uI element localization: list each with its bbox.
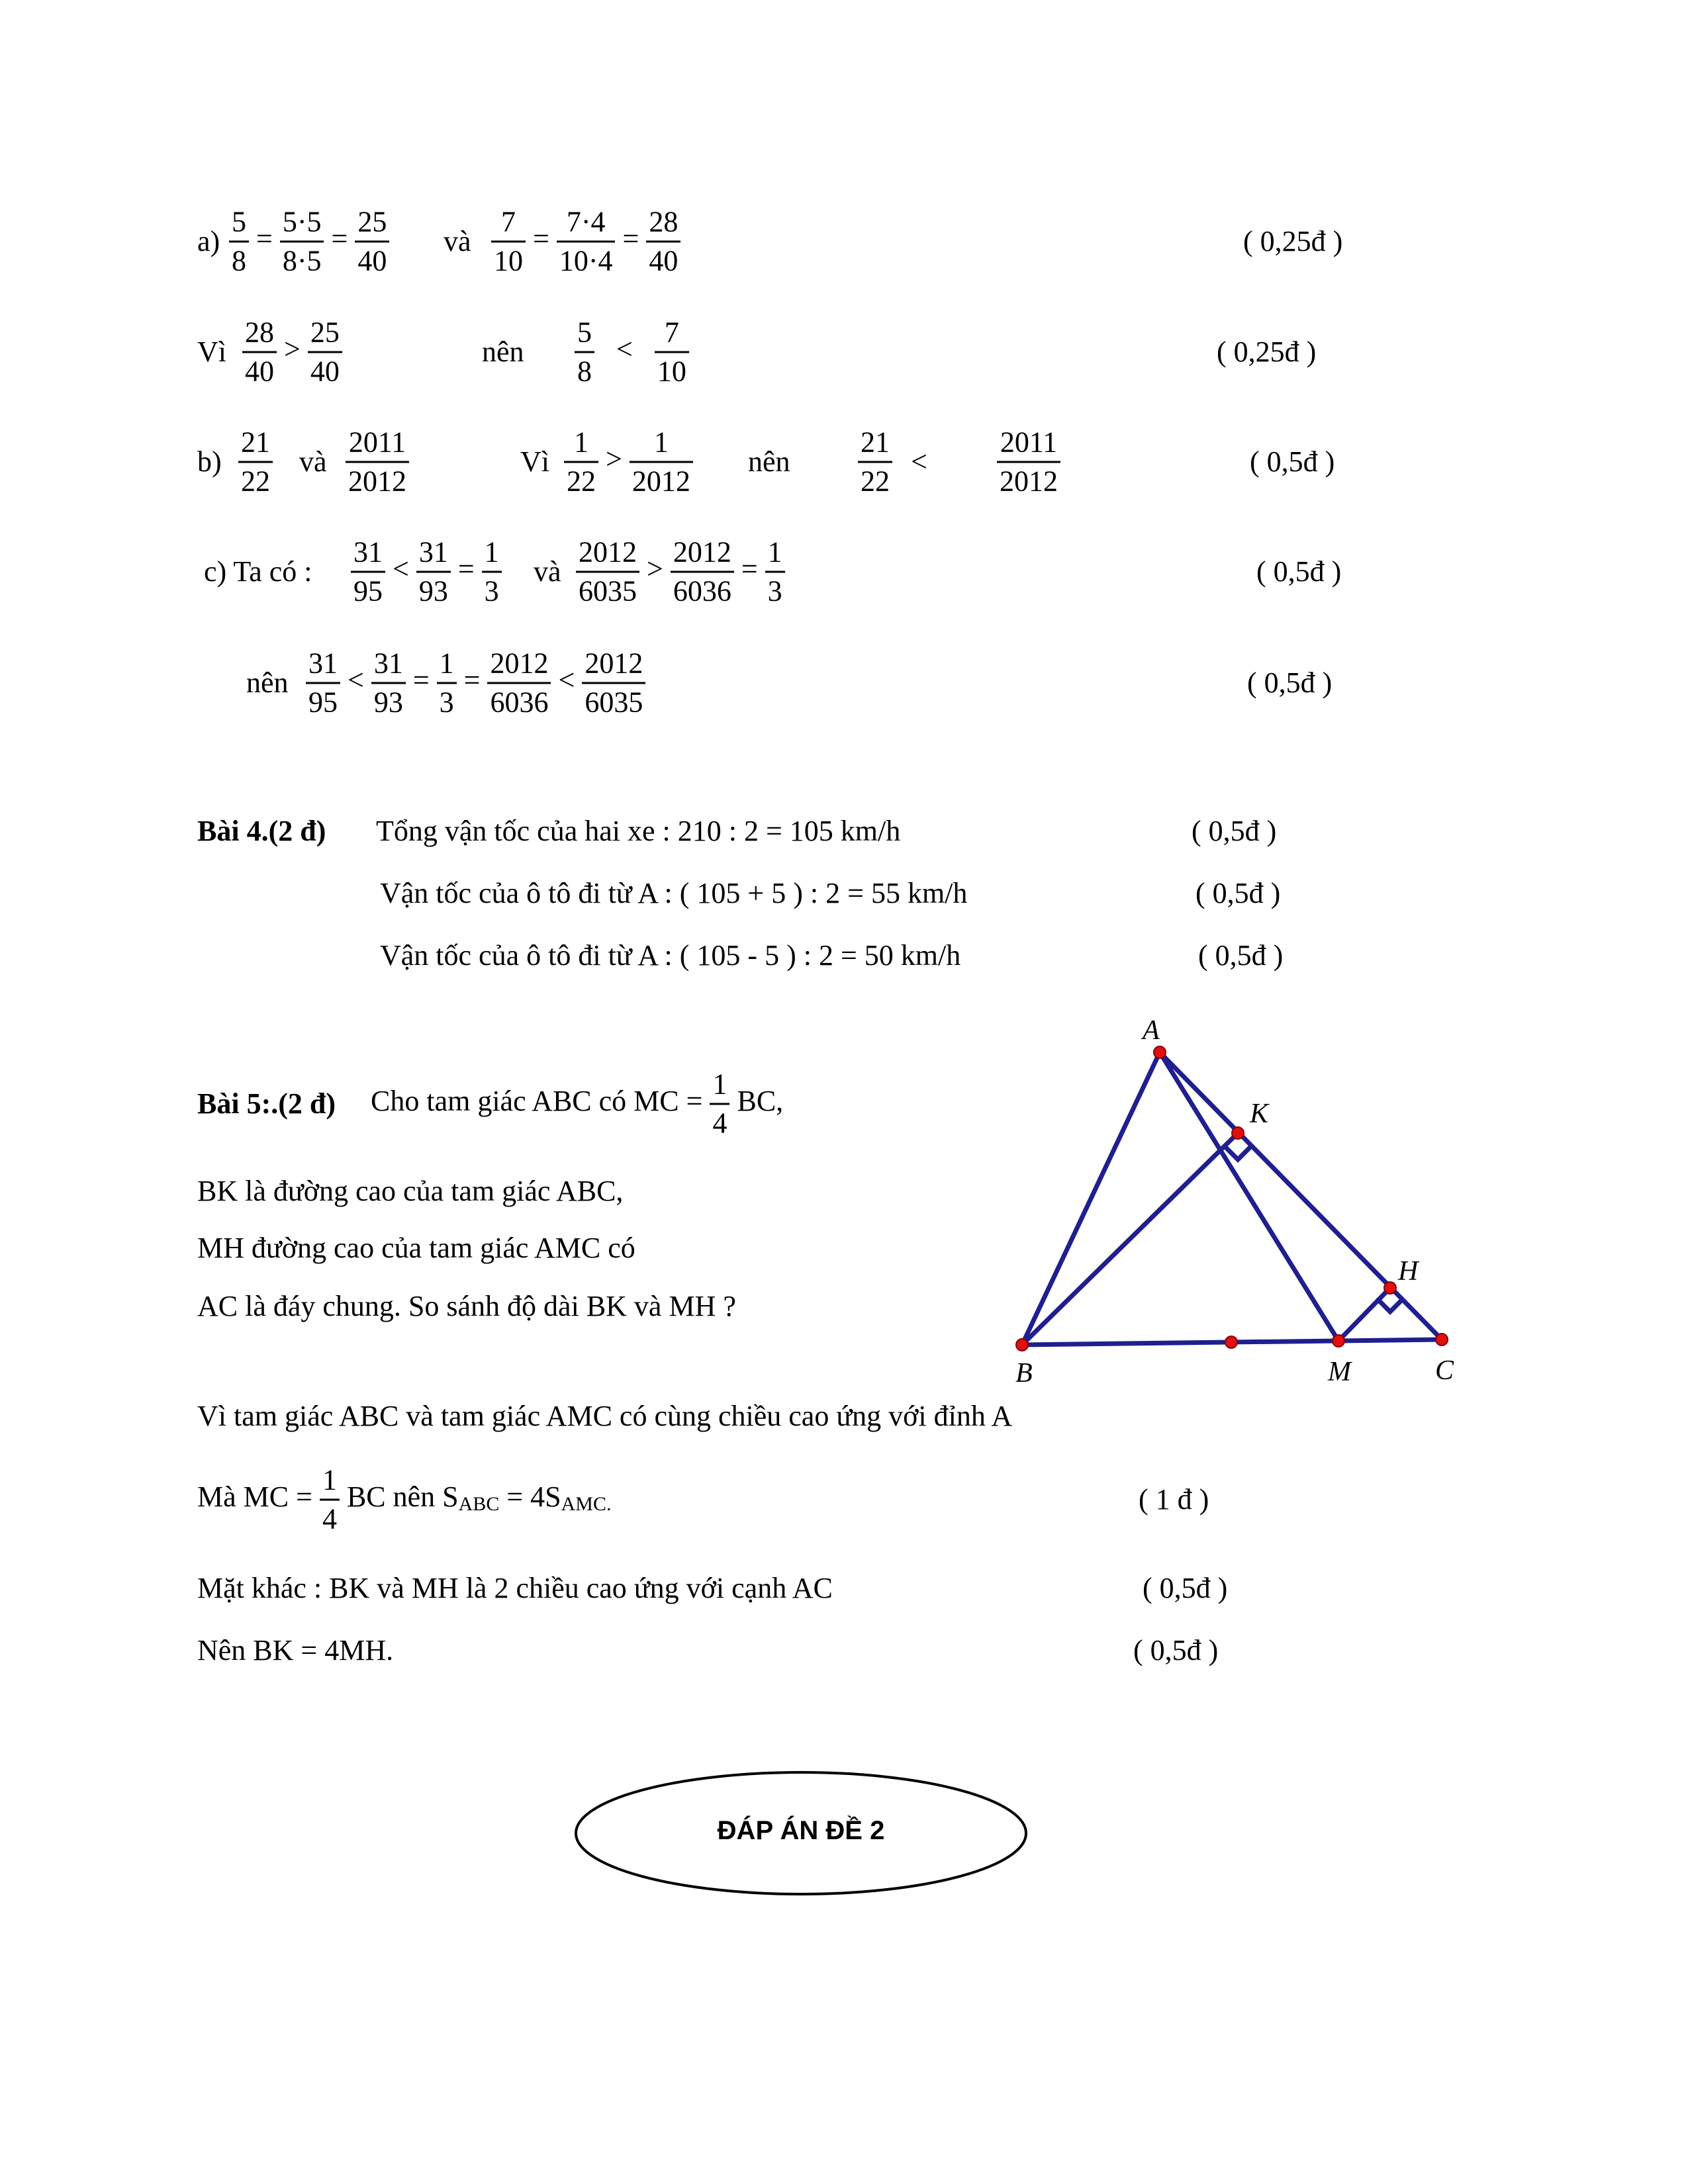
right-angle-h <box>1378 1300 1402 1312</box>
part-a-expression-2: $\frac{7}{10}$ = $\frac{7\cdot 4}{10\cdot 4}$ = $\frac{28}{40}$ <box>491 208 680 276</box>
fraction: $\frac{1}{22}$ <box>564 428 598 496</box>
fraction: $\frac{2012}{6035}$ <box>582 649 645 717</box>
fraction: $\frac{7}{10}$ <box>655 318 689 387</box>
part-c-label: c) Ta có : <box>204 555 312 588</box>
score: ( 0,5đ ) <box>1256 555 1342 588</box>
bai4-title: Bài 4.(2 đ) <box>197 815 326 847</box>
side-ab <box>1022 1052 1160 1345</box>
score: ( 0,5đ ) <box>1247 666 1333 699</box>
point-a <box>1154 1046 1166 1058</box>
bai5-line-3: MH đường cao của tam giác AMC có <box>197 1232 635 1264</box>
right-angle-k <box>1225 1146 1251 1160</box>
fraction: $\frac{2012}{6036}$ <box>487 649 551 717</box>
score: ( 0,25đ ) <box>1217 336 1317 368</box>
point-k <box>1232 1127 1244 1139</box>
bai4-line-1: Tổng vận tốc của hai xe : 210 : 2 = 105 km/h <box>376 815 901 847</box>
so-word: nên <box>482 336 524 368</box>
and-word: và <box>444 225 471 257</box>
triangle-lines <box>1022 1052 1442 1345</box>
so-word: nên <box>246 666 289 699</box>
fraction: $\frac{1}{3}$ <box>765 538 785 606</box>
fraction: $\frac{1}{3}$ <box>437 649 457 717</box>
score: ( 0,5đ ) <box>1133 1634 1219 1666</box>
segment-am <box>1160 1052 1338 1341</box>
score: ( 0,5đ ) <box>1196 877 1281 909</box>
fraction: $\frac{1}{4}$ <box>320 1466 340 1534</box>
part-c-expression: $\frac{31}{95}$ < $\frac{31}{93}$ = $\frac{1}{3}$ <box>351 538 502 606</box>
fraction: $\frac{2012}{6036}$ <box>671 538 734 606</box>
fraction: $\frac{31}{95}$ <box>351 538 385 606</box>
point-h <box>1384 1282 1396 1294</box>
score: ( 0,5đ ) <box>1192 815 1277 847</box>
fraction: $\frac{5}{8}$ <box>575 318 594 387</box>
side-ac <box>1160 1052 1442 1340</box>
point-b <box>1016 1339 1028 1351</box>
bai5-line-5: Vì tam giác ABC và tam giác AMC có cùng chiều cao ứng với đỉnh A <box>197 1400 1013 1432</box>
conclusion: $\frac{5}{8}$ < $\frac{7}{10}$ <box>575 318 689 387</box>
label-m: M <box>1328 1357 1351 1387</box>
less-than: < <box>911 445 927 478</box>
because-word: Vì <box>197 336 226 368</box>
fraction: $\frac{7}{10}$ <box>491 208 526 276</box>
fraction: $\frac{25}{40}$ <box>355 208 389 276</box>
part-c2-expression: $\frac{31}{95}$ < $\frac{31}{93}$ = $\frac{1}{3}$ = $\frac{2012}{6036}$ < $\frac{2012}{6035}$ <box>306 649 645 717</box>
fraction: $\frac{5\cdot 5}{8\cdot 5}$ <box>280 208 324 276</box>
comparison: $\frac{1}{22}$ > $\frac{1}{2012}$ <box>564 428 693 496</box>
label-c: C <box>1435 1355 1454 1386</box>
fraction: $\frac{28}{40}$ <box>646 208 680 276</box>
label-b: B <box>1015 1358 1033 1388</box>
bai5-title: Bài 5:.(2 đ) <box>197 1087 336 1120</box>
fraction: $\frac{5}{8}$ <box>229 208 249 276</box>
part-a-expression: $\frac{5}{8}$ = $\frac{5\cdot 5}{8\cdot 5}$ = $\frac{25}{40}$ <box>229 208 389 276</box>
score: ( 1 đ ) <box>1139 1483 1209 1516</box>
part-a-label: a) <box>197 225 220 257</box>
bai5-line-2: BK là đường cao của tam giác ABC, <box>197 1175 624 1207</box>
label-k: K <box>1250 1099 1269 1129</box>
point-mid-bm <box>1225 1336 1237 1348</box>
score: ( 0,25đ ) <box>1243 225 1343 257</box>
because-word: Vì <box>520 445 549 478</box>
score: ( 0,5đ ) <box>1198 939 1284 972</box>
and-word: và <box>534 555 561 588</box>
footer-title: ĐÁP ÁN ĐỀ 2 <box>717 1816 885 1845</box>
bai4-line-3: Vận tốc của ô tô đi từ A : ( 105 - 5 ) : 2 = 50 km/h <box>380 939 961 972</box>
fraction: $\frac{2012}{6035}$ <box>576 538 639 606</box>
so-word: nên <box>748 445 790 478</box>
part-b-label: b) <box>197 445 222 478</box>
bai5-line-4: AC là đáy chung. So sánh độ dài BK và MH ? <box>197 1290 736 1322</box>
fraction: $\frac{31}{93}$ <box>416 538 451 606</box>
and-word: và <box>299 445 327 478</box>
bai5-line-7: Mặt khác : BK và MH là 2 chiều cao ứng với cạnh AC <box>197 1572 833 1604</box>
fraction: $\frac{2011}{2012}$ <box>997 428 1060 496</box>
score: ( 0,5đ ) <box>1143 1572 1228 1604</box>
score: ( 0,5đ ) <box>1250 445 1335 478</box>
fraction: $\frac{1}{3}$ <box>482 538 502 606</box>
point-m <box>1333 1335 1344 1347</box>
fraction: $\frac{21}{22}$ <box>858 428 892 496</box>
fraction: $\frac{25}{40}$ <box>308 318 342 387</box>
bai4-line-2: Vận tốc của ô tô đi từ A : ( 105 + 5 ) : 2 = 55 km/h <box>380 877 968 909</box>
part-c-expression-2: $\frac{2012}{6035}$ > $\frac{2012}{6036}$ = $\frac{1}{3}$ <box>576 538 785 606</box>
altitude-mh <box>1338 1288 1390 1341</box>
bai5-line-6: Mà MC = $\frac{1}{4}$ BC nên $S_{ABC} = 4S_{AMC.}$ <box>197 1463 612 1535</box>
comparison: $\frac{28}{40}$ > $\frac{25}{40}$ <box>242 318 342 387</box>
fraction: $\frac{31}{95}$ <box>306 649 340 717</box>
fraction: $\frac{1}{2012}$ <box>630 428 693 496</box>
altitude-bk <box>1022 1133 1238 1345</box>
fraction: $\frac{7\cdot 4}{10\cdot 4}$ <box>557 208 616 276</box>
label-h: H <box>1398 1256 1419 1287</box>
fraction: $\frac{21}{22}$ <box>238 428 273 496</box>
bai5-intro: Cho tam giác ABC có MC = $\frac{1}{4}$ BC, <box>371 1068 784 1140</box>
fraction: $\frac{31}{93}$ <box>371 649 406 717</box>
label-a: A <box>1143 1015 1160 1046</box>
fraction: $\frac{1}{4}$ <box>710 1070 729 1138</box>
fraction: $\frac{2011}{2012}$ <box>346 428 409 496</box>
point-c <box>1436 1334 1448 1345</box>
bai5-line-8: Nên BK = 4MH. <box>197 1634 394 1666</box>
fraction: $\frac{28}{40}$ <box>242 318 277 387</box>
